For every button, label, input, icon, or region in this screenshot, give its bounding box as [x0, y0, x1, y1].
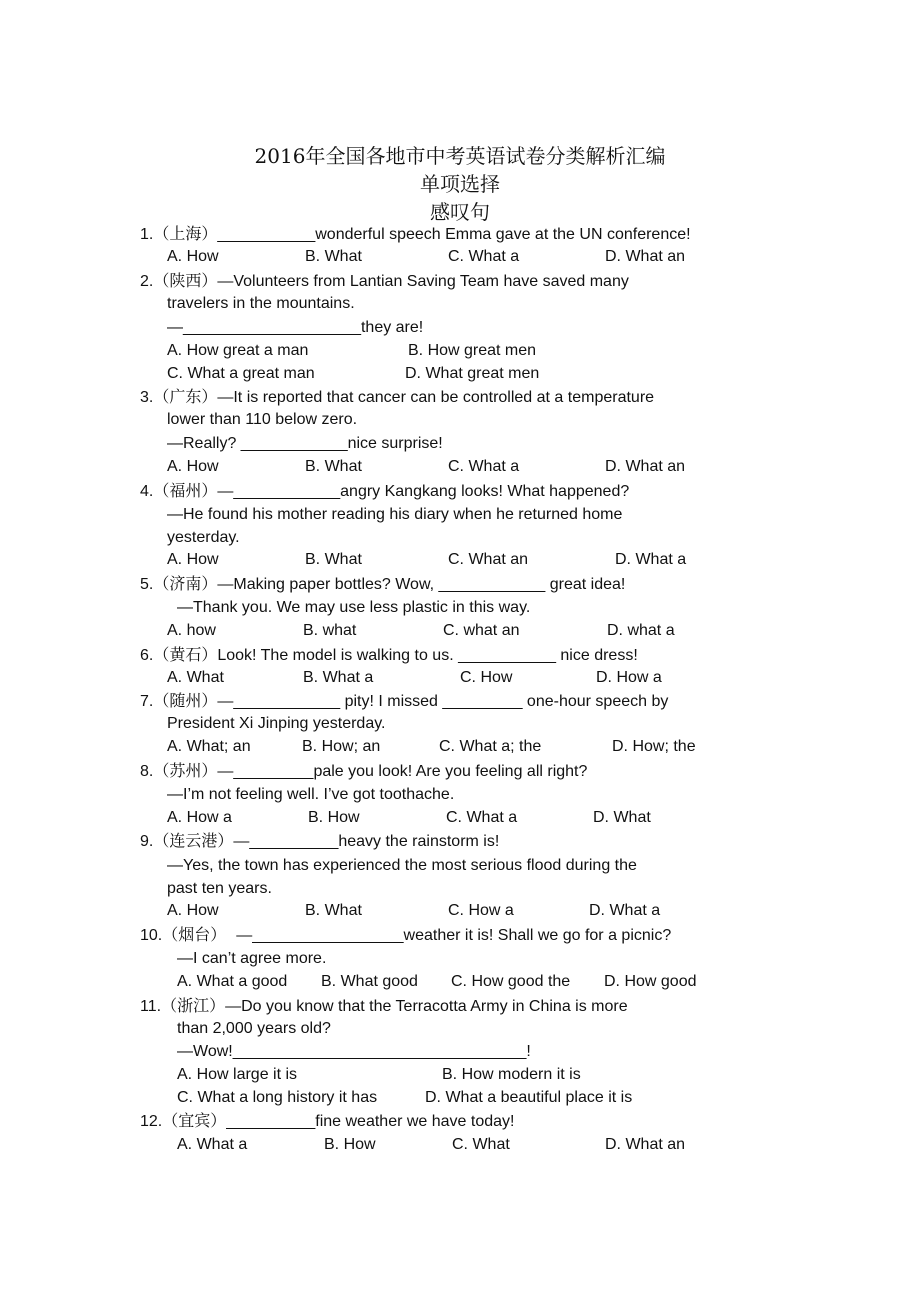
question-2	[140, 270, 629, 293]
question-text: —____________ pity! I missed _________ one-hour speech by	[217, 693, 669, 710]
option: A. How a	[167, 809, 232, 826]
question-10	[140, 924, 671, 947]
question-region: （陕西）	[153, 271, 218, 290]
question-number: 11.	[140, 998, 162, 1015]
question-region: （苏州）	[153, 761, 218, 780]
option: D. What an	[605, 1136, 686, 1153]
question-number: 5.	[140, 576, 154, 593]
option: C. How good the	[451, 973, 571, 990]
option: B. How	[308, 809, 360, 826]
question-text: yesterday.	[167, 529, 240, 546]
option: A. How	[167, 248, 219, 265]
question-text: lower than 110 below zero.	[167, 411, 358, 428]
option: C. What a long history it has	[177, 1089, 378, 1106]
question-number: 7.	[140, 693, 154, 710]
question-region: （广东）	[153, 387, 218, 406]
option: D. How good	[604, 973, 697, 990]
question-8	[140, 760, 587, 783]
question-6	[140, 644, 638, 667]
question-text: —____________angry Kangkang looks! What happened?	[217, 483, 630, 500]
question-9	[140, 830, 499, 853]
question-text: President Xi Jinping yesterday.	[167, 715, 386, 732]
question-region: （黄石）	[153, 645, 218, 664]
question-text: —Yes, the town has experienced the most serious flood during the	[167, 857, 637, 874]
document-subtitle: 单项选择	[420, 172, 500, 196]
question-text: __________fine weather we have today!	[226, 1113, 515, 1130]
option: A. What a good	[177, 973, 288, 990]
option: D. What a	[589, 902, 661, 919]
question-number: 2.	[140, 273, 154, 290]
question-region: （连云港）	[153, 831, 234, 850]
question-region: （烟台）	[162, 925, 227, 944]
option: A. how	[167, 622, 216, 639]
option: B. How	[324, 1136, 376, 1153]
option: A. What; an	[167, 738, 251, 755]
option: B. What	[305, 248, 362, 265]
option: D. what a	[607, 622, 675, 639]
option: A. How	[167, 551, 219, 568]
question-text: —Really? ____________nice surprise!	[167, 435, 443, 452]
question-text: —__________heavy the rainstorm is!	[233, 833, 500, 850]
option: D. How a	[596, 669, 662, 686]
option: C. What an	[448, 551, 529, 568]
option: B. what	[303, 622, 357, 639]
question-region: （福州）	[153, 481, 218, 500]
question-text: ___________wonderful speech Emma gave at the UN conference!	[217, 226, 691, 243]
question-text: —_________pale you look! Are you feeling all right?	[217, 763, 588, 780]
option: C. How a	[448, 902, 514, 919]
question-text: Look! The model is walking to us. ___________ nice dress!	[217, 647, 638, 664]
question-text: —I can’t agree more.	[177, 950, 327, 967]
question-text: —Wow!_________________________________!	[177, 1043, 531, 1060]
option: B. What good	[321, 973, 418, 990]
option: C. What a great man	[167, 365, 315, 382]
question-12	[140, 1110, 514, 1133]
question-number: 4.	[140, 483, 154, 500]
question-region: （宜宾）	[162, 1111, 227, 1130]
question-text: —He found his mother reading his diary when he returned home	[167, 506, 623, 523]
option: C. What a	[448, 248, 520, 265]
document-topic: 感叹句	[430, 200, 490, 224]
option: D. What	[593, 809, 651, 826]
option: D. What a beautiful place it is	[425, 1089, 633, 1106]
option: C. What a; the	[439, 738, 542, 755]
question-number: 12.	[140, 1113, 163, 1130]
question-7	[140, 690, 668, 713]
question-text: —I’m not feeling well. I’ve got toothache.	[167, 786, 455, 803]
question-text: —Making paper bottles? Wow, ____________ great idea!	[217, 576, 626, 593]
question-text: than 2,000 years old?	[177, 1020, 331, 1037]
option: A. How	[167, 458, 219, 475]
option: A. What	[167, 669, 224, 686]
option: A. What a	[177, 1136, 248, 1153]
question-text: —_________________weather it is! Shall we go for a picnic?	[236, 927, 672, 944]
question-number: 9.	[140, 833, 154, 850]
question-3	[140, 386, 654, 409]
option: A. How large it is	[177, 1066, 298, 1083]
option: B. How modern it is	[442, 1066, 581, 1083]
question-text: —Thank you. We may use less plastic in this way.	[177, 599, 531, 616]
question-1	[140, 223, 691, 246]
question-text: travelers in the mountains.	[167, 295, 355, 312]
question-region: （上海）	[153, 224, 218, 243]
question-5	[140, 573, 625, 596]
option: B. What	[305, 902, 362, 919]
option: A. How great a man	[167, 342, 309, 359]
question-text: —Volunteers from Lantian Saving Team have saved many	[217, 273, 629, 290]
option: C. what an	[443, 622, 520, 639]
option: B. How great men	[408, 342, 537, 359]
question-region: （浙江）	[161, 996, 226, 1015]
question-number: 1.	[140, 226, 154, 243]
question-region: （济南）	[153, 574, 218, 593]
option: B. What	[305, 551, 362, 568]
question-text: —____________________they are!	[167, 319, 424, 336]
question-text: —Do you know that the Terracotta Army in China is more	[225, 998, 628, 1015]
option: B. How; an	[302, 738, 381, 755]
question-text: past ten years.	[167, 880, 272, 897]
question-number: 3.	[140, 389, 154, 406]
option: B. What a	[303, 669, 374, 686]
option: C. What a	[448, 458, 520, 475]
option: C. What	[452, 1136, 510, 1153]
option: B. What	[305, 458, 362, 475]
question-text: —It is reported that cancer can be controlled at a temperature	[217, 389, 655, 406]
option: D. What great men	[405, 365, 540, 382]
option: D. How; the	[612, 738, 696, 755]
document-title: 2016年全国各地市中考英语试卷分类解析汇编	[254, 144, 666, 168]
option: C. How	[460, 669, 513, 686]
question-region: （随州）	[153, 691, 218, 710]
option: D. What an	[605, 248, 686, 265]
question-number: 10.	[140, 927, 163, 944]
option: C. What a	[446, 809, 518, 826]
option: D. What an	[605, 458, 686, 475]
option: D. What a	[615, 551, 687, 568]
question-4	[140, 480, 629, 503]
option: A. How	[167, 902, 219, 919]
question-number: 6.	[140, 647, 154, 664]
question-number: 8.	[140, 763, 154, 780]
question-11	[140, 995, 628, 1018]
